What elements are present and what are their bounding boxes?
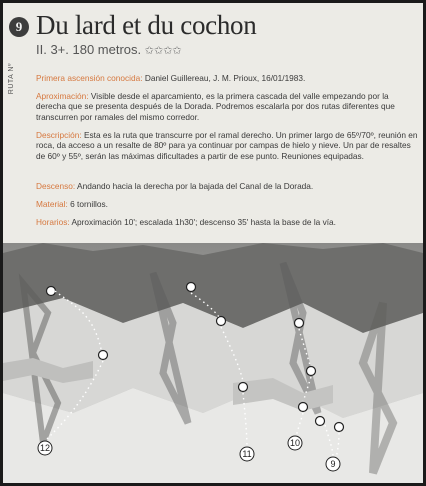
side-rail — [3, 3, 33, 243]
descent-paragraph — [36, 181, 419, 191]
route-side-label: RUTA Nº — [8, 63, 15, 95]
first-ascent-text: Daniel Guillereau, J. M. Prioux, 16/01/1983. — [142, 73, 306, 83]
first-ascent-label: Primera ascensión conocida: — [36, 73, 143, 83]
route-number-badge: 9 — [9, 17, 29, 37]
first-ascent-paragraph — [36, 73, 419, 83]
route-grade — [36, 42, 182, 57]
mountain-photo — [3, 243, 423, 483]
description-label: Descripción: — [36, 130, 82, 140]
descent-text: Andando hacia la derecha por la bajada del Canal de la Dorada. — [75, 181, 314, 191]
descent-label: Descenso: — [36, 181, 76, 191]
route-title: Du lard et du cochon — [36, 10, 257, 40]
times-paragraph — [36, 217, 419, 227]
gear-label: Material: — [36, 199, 68, 209]
approach-label: Aproximación: — [36, 91, 89, 101]
approach-text: Visible desde el aparcamiento, es la primera cascada del valle empezando por la derecha que se presenta después de la Dorada. Podremos escalarla por dos rutas diferentes que transcurren por ramales del mismo corredor. — [36, 91, 395, 122]
times-text: Aproximación 10'; escalada 1h30'; descenso 35' hasta la base de la vía. — [69, 217, 336, 227]
guidebook-page — [3, 3, 423, 483]
gear-text: 6 tornillos. — [67, 199, 108, 209]
description-text: Esta es la ruta que transcurre por el ramal derecho. Un primer largo de 65º/70º, reunión en roca, da acceso a un resalte de 80º para ya continuar por campas de hielo y nieve. Un par de resaltes de 60º y 55º, serán las máximas dificultades a partir de ese punto. Reuniones equipadas. — [36, 130, 418, 161]
approach-paragraph — [36, 91, 419, 122]
description-paragraph — [36, 130, 419, 161]
grade-text: II. 3+. 180 metros. — [36, 42, 142, 57]
rating-stars: ✩✩✩✩ — [144, 45, 182, 57]
route-label-12: 12 — [39, 443, 51, 453]
route-label-10: 10 — [289, 438, 301, 448]
route-label-11: 11 — [242, 449, 252, 459]
times-label: Horarios: — [36, 217, 70, 227]
gear-paragraph — [36, 199, 419, 209]
route-label-9: 9 — [330, 459, 336, 469]
